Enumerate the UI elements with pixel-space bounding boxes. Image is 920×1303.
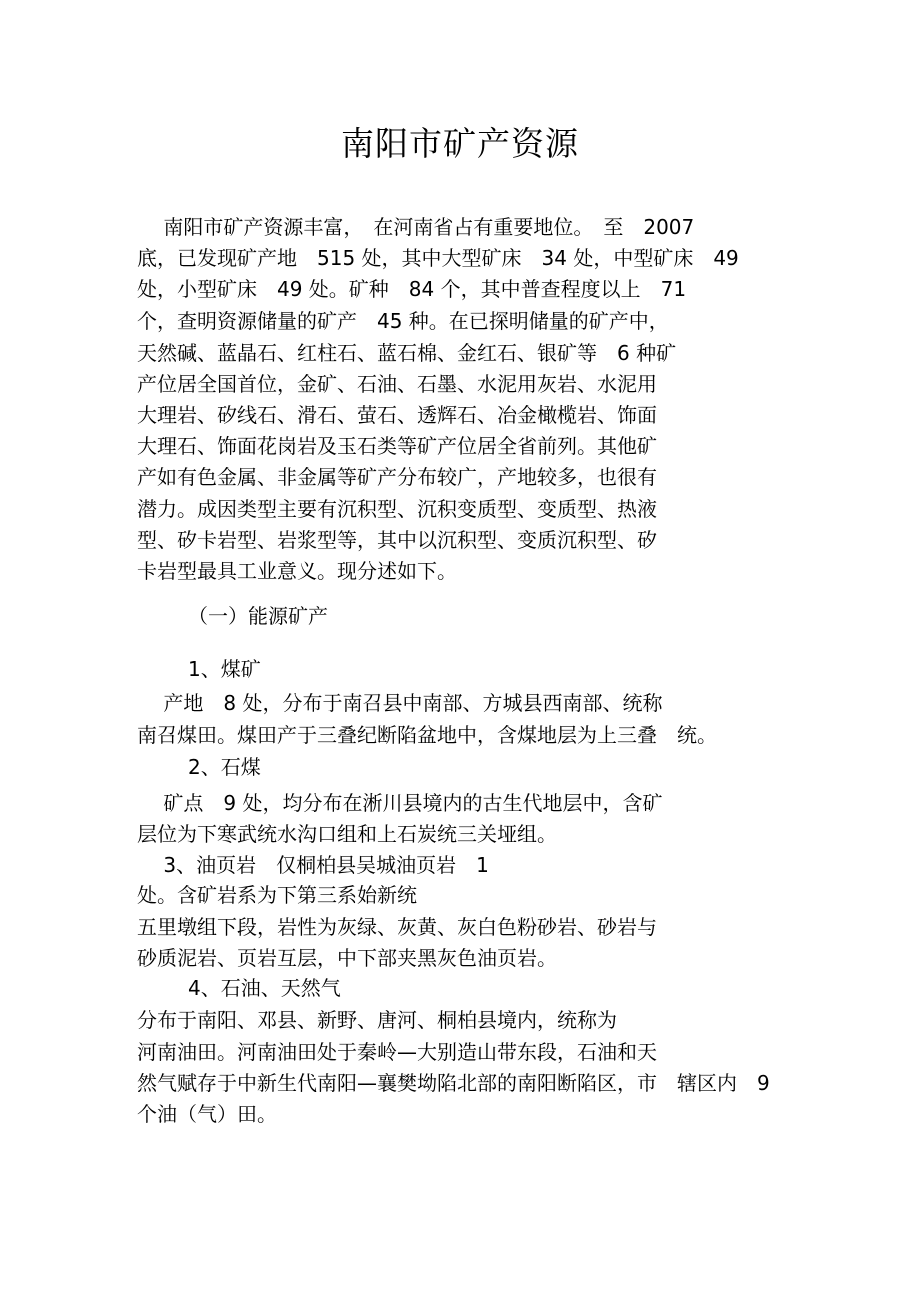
petroleum-heading: 4、石油、天然气	[188, 976, 341, 1000]
coal-heading: 1、煤矿	[188, 657, 261, 681]
intro-line: 天然碱、蓝晶石、红柱石、蓝石棉、金红石、银矿等 6 种矿	[137, 341, 677, 365]
intro-line: 底，已发现矿产地 515 处，其中大型矿床 34 处，中型矿床 49	[137, 246, 739, 270]
intro-line: 南阳市矿产资源丰富， 在河南省占有重要地位。 至 2007	[137, 215, 695, 239]
stone-coal-line: 矿点 9 处，均分布在淅川县境内的古生代地层中，含矿	[137, 791, 663, 815]
petroleum-line: 河南油田。河南油田处于秦岭—大别造山带东段，石油和天	[137, 1040, 657, 1064]
petroleum-line: 分布于南阳、邓县、新野、唐河、桐柏县境内，统称为	[137, 1008, 617, 1032]
intro-line: 产如有色金属、非金属等矿产分布较广，产地较多，也很有	[137, 465, 657, 489]
oil-shale-line: 3、油页岩 仅桐柏县吴城油页岩 1	[137, 853, 489, 877]
stone-coal-heading: 2、石煤	[188, 755, 261, 779]
oil-shale-line: 五里墩组下段，岩性为灰绿、灰黄、灰白色粉砂岩、砂岩与	[137, 915, 657, 939]
intro-line: 产位居全国首位，金矿、石油、石墨、水泥用灰岩、水泥用	[137, 372, 657, 396]
coal-line: 产地 8 处，分布于南召县中南部、方城县西南部、统称	[137, 691, 663, 715]
coal-line: 南召煤田。煤田产于三叠纪断陷盆地中，含煤地层为上三叠 统。	[137, 723, 717, 747]
oil-shale-line: 处。含矿岩系为下第三系始新统	[137, 883, 417, 907]
section-heading-energy: （一）能源矿产	[188, 604, 328, 628]
page-title: 南阳市矿产资源	[341, 124, 579, 163]
petroleum-line: 然气赋存于中新生代南阳—襄樊坳陷北部的南阳断陷区，市 辖区内 9	[137, 1071, 770, 1095]
intro-line: 大理石、饰面花岗岩及玉石类等矿产位居全省前列。其他矿	[137, 434, 657, 458]
intro-line: 大理岩、矽线石、滑石、萤石、透辉石、冶金橄榄岩、饰面	[137, 403, 657, 427]
intro-line: 卡岩型最具工业意义。现分述如下。	[137, 559, 457, 583]
intro-line: 处，小型矿床 49 处。矿种 84 个，其中普查程度以上 71	[137, 277, 687, 301]
intro-line: 型、矽卡岩型、岩浆型等，其中以沉积型、变质沉积型、矽	[137, 528, 657, 552]
petroleum-line: 个油（气）田。	[137, 1102, 277, 1126]
intro-line: 潜力。成因类型主要有沉积型、沉积变质型、变质型、热液	[137, 497, 657, 521]
intro-line: 个，查明资源储量的矿产 45 种。在已探明储量的矿产中，	[137, 309, 669, 333]
oil-shale-line: 砂质泥岩、页岩互层，中下部夹黑灰色油页岩。	[137, 946, 557, 970]
stone-coal-line: 层位为下寒武统水沟口组和上石炭统三关垭组。	[137, 822, 557, 846]
